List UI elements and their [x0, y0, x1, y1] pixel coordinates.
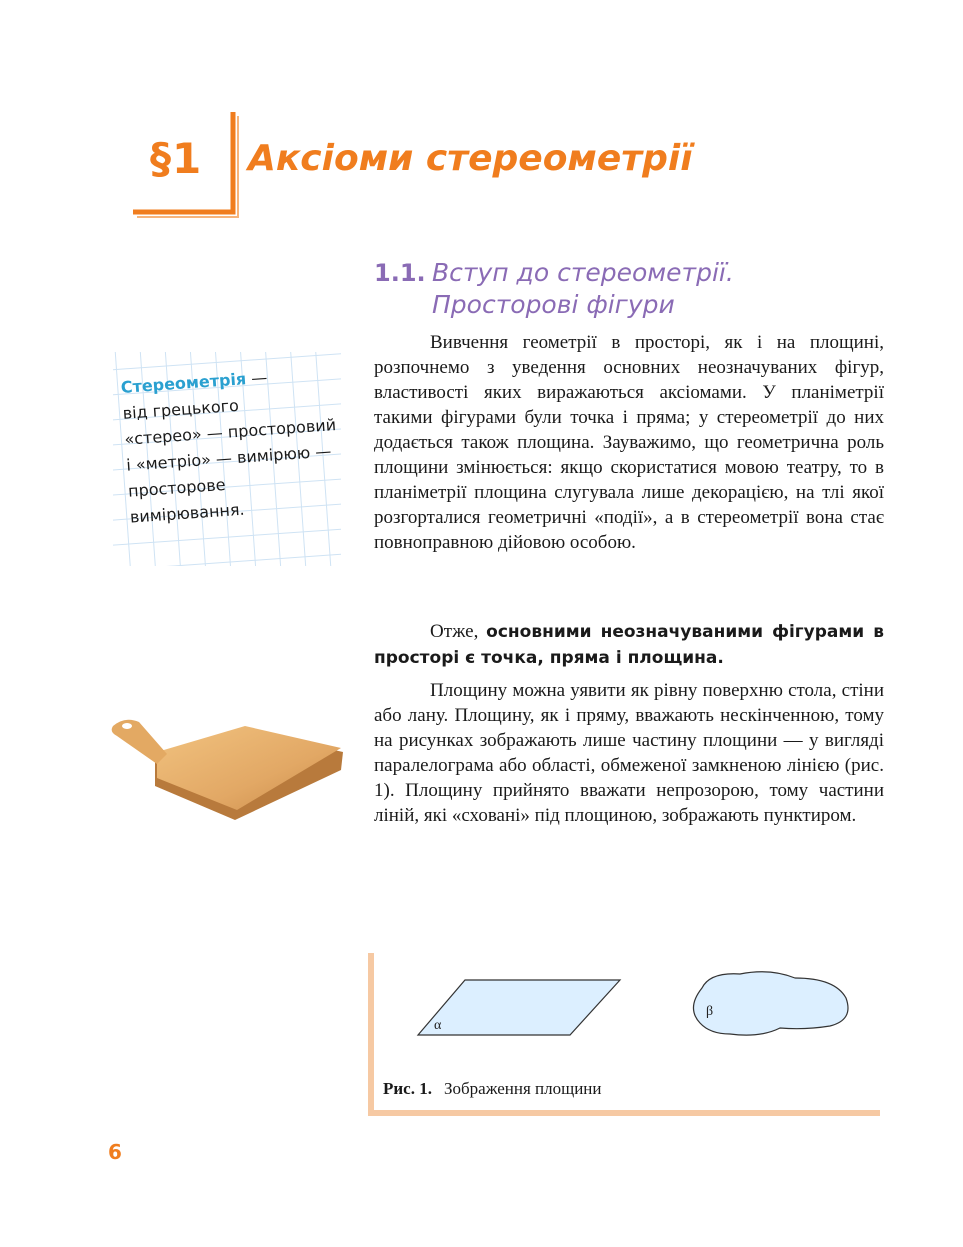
- page-number: 6: [108, 1140, 122, 1164]
- note-line: «стерео» — просторовий: [123, 415, 337, 449]
- paragraph-intro: Вивчення геометрії в просторі, як і на площині, розпочнемо з уведення основних неозначуваних фігур, властивості яких виражаються аксіомами. У планіметрії такими фігурами були точка і пряма; у стереометрії до них додається також площина. Зауважимо, що геометрична роль площини змінюється: якщо скористатися мовою театру, то в планіметрії площина слугувала лише декорацією, на тлі якої розгорталися геометричні «події», а в стереометрії вона стає повноправною дійовою особою.: [374, 332, 884, 553]
- sidebar-note: Стереометрія — від грецького «стерео» — просторовий і «метріо» — вимірюю — просторове вимірювання.: [120, 359, 360, 531]
- note-term: Стереометрія: [120, 369, 247, 397]
- chapter-number: §1: [150, 134, 203, 183]
- label-beta: β: [706, 1004, 714, 1019]
- parallelogram-plane: [418, 980, 620, 1035]
- figure-plane-drawings: [410, 968, 860, 1048]
- figure-frame-bottom: [368, 1110, 880, 1116]
- chapter-title: Аксіоми стереометрії: [248, 138, 693, 179]
- figure-frame-left: [368, 953, 374, 1115]
- section-title-line-1: Вступ до стереометрії.: [432, 258, 734, 287]
- figure-caption: Рис. 1. Зображення площини: [383, 1079, 602, 1098]
- paragraph-plane: Площину можна уявити як рівну поверхню стола, стіни або лану. Площину, як і пряму, вважають нескінченною, тому на рисунках зображають лише частину площини — у вигляді паралелограма або області, обмеженої замкненою лінією (рис. 1). Площину прийнято вважати непрозорою, тому частини ліній, які «сховані» під площиною, зображають пунктиром.: [374, 680, 884, 826]
- note-line: вимірювання.: [129, 499, 246, 527]
- note-line: від грецького: [122, 395, 240, 423]
- section-title-line-2: Просторові фігури: [432, 290, 675, 319]
- paragraph-summary: Отже, основними неозначуваними фігурами в просторі є точка, пряма і площина.: [374, 621, 884, 668]
- cutting-board-illustration: [105, 712, 350, 824]
- blob-plane: [693, 972, 848, 1035]
- key-statement: основними неозначуваними фігурами в просторі є точка, пряма і площина.: [374, 622, 884, 668]
- section-number: 1.1.: [374, 259, 426, 287]
- figure-label: Рис. 1.: [383, 1079, 432, 1098]
- label-alpha: α: [434, 1018, 442, 1033]
- note-line: просторове: [127, 474, 227, 501]
- note-line: і «метріо» — вимірюю —: [125, 441, 332, 475]
